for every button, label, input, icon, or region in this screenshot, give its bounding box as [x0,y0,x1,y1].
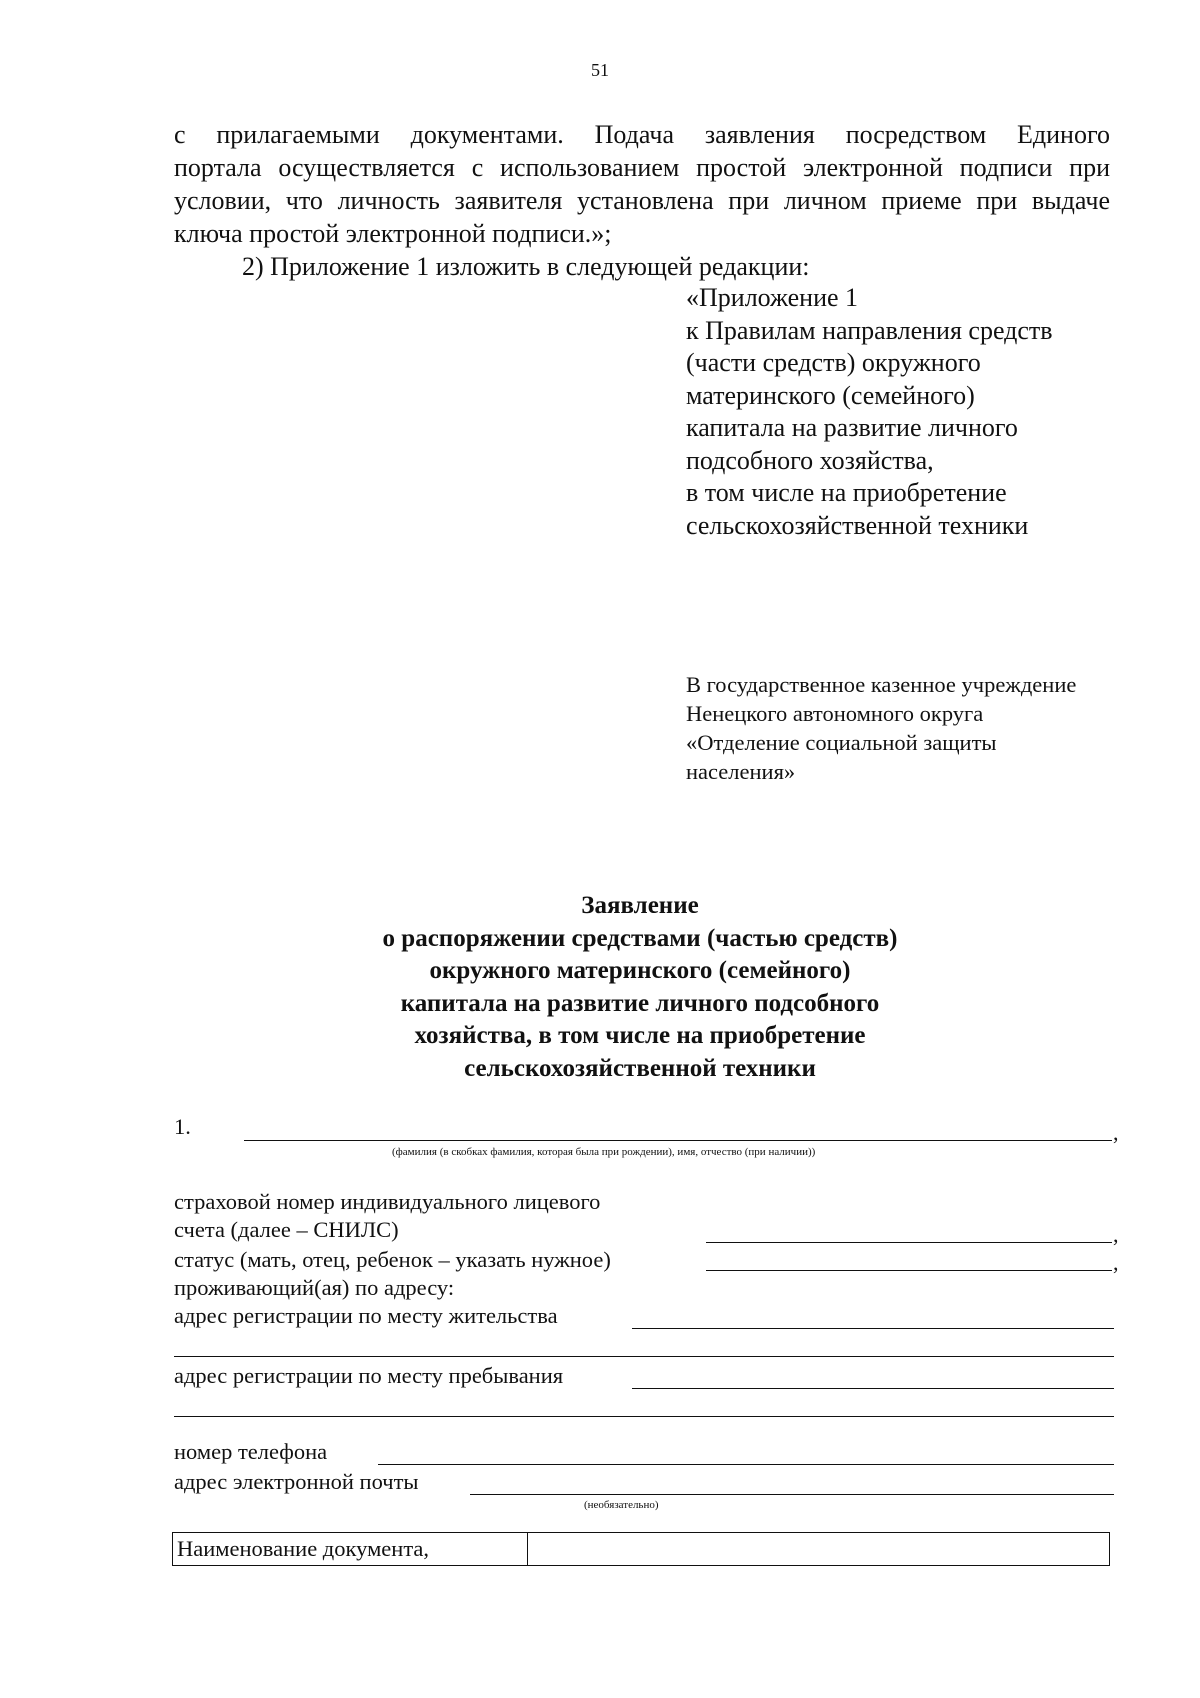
title-line: сельскохозяйственной техники [464,1054,816,1082]
snils-label-line1: страховой номер индивидуального лицевого [174,1189,601,1214]
table-cell-empty[interactable] [528,1533,1110,1566]
appendix-line: капитала на развитие личного [686,413,1018,442]
documents-table [172,1532,1110,1566]
email-field[interactable] [470,1494,1114,1495]
amendment-line: 2) Приложение 1 изложить в следующей редакции: [242,252,810,281]
snils-label-line2: счета (далее – СНИЛС) [174,1217,399,1242]
full-name-field[interactable] [244,1140,1112,1141]
stay-address-label: адрес регистрации по месту пребывания [174,1363,564,1388]
title-line: Заявление [581,892,699,919]
appendix-line: «Приложение 1 [686,283,859,312]
appendix-line: сельскохозяйственной техники [686,510,1029,540]
addressee-block [686,670,1126,786]
field-comma: , [1113,1250,1119,1275]
appendix-line: в том числе на приобретение [686,478,1007,507]
addressee-line: Ненецкого автономного округа [686,701,984,726]
appendix-line: подсобного хозяйства, [686,445,934,475]
snils-field[interactable] [706,1242,1112,1243]
field-comma: , [1113,1120,1119,1145]
phone-label: номер телефона [174,1439,328,1464]
residing-label: проживающий(ая) по адресу: [174,1275,455,1300]
intro-line: портала осуществляется с использованием простой электронной подписи при [174,153,1110,182]
item-number: 1. [174,1114,191,1139]
field-comma: , [1113,1222,1119,1247]
reg-address-label: адрес регистрации по месту жительства [174,1303,558,1328]
addressee-line: населения» [686,759,796,784]
title-line: окружного материнского (семейного) [429,957,851,984]
intro-paragraph [174,118,1110,250]
reg-address-field[interactable] [632,1328,1114,1329]
status-label: статус (мать, отец, ребенок – указать нужное) [174,1247,611,1272]
status-field[interactable] [706,1270,1112,1271]
reg-address-field-line2[interactable] [174,1356,1114,1357]
email-label: адрес электронной почты [174,1469,419,1494]
document-title [300,890,980,1085]
intro-line: условии, что личность заявителя установлена при личном приеме при выдаче [174,186,1110,215]
appendix-line: (части средств) окружного [686,348,981,377]
addressee-line: В государственное казенное учреждение [686,672,1077,697]
page-number: 51 [591,60,609,80]
intro-line: ключа простой электронной подписи.»; [174,219,612,248]
appendix-line: к Правилам направления средств [686,315,1053,345]
appendix-line: материнского (семейного) [686,380,975,410]
stay-address-field-line2[interactable] [174,1416,1114,1417]
intro-line: с прилагаемыми документами. Подача заявления посредством Единого [174,120,1110,149]
title-line: о распоряжении средствами (частью средств) [382,924,898,952]
title-line: хозяйства, в том числе на приобретение [414,1022,866,1049]
full-name-caption: (фамилия (в скобках фамилия, которая была при рождении), имя, отчество (при наличии)) [392,1146,816,1158]
appendix-header [686,282,1126,542]
addressee-line: «Отделение социальной защиты [686,730,997,755]
stay-address-field[interactable] [632,1388,1114,1389]
title-line: капитала на развитие личного подсобного [400,989,880,1017]
phone-field[interactable] [378,1464,1114,1465]
table-row [173,1533,1110,1566]
table-cell: Наименование документа, [173,1533,528,1566]
optional-caption: (необязательно) [584,1499,659,1511]
